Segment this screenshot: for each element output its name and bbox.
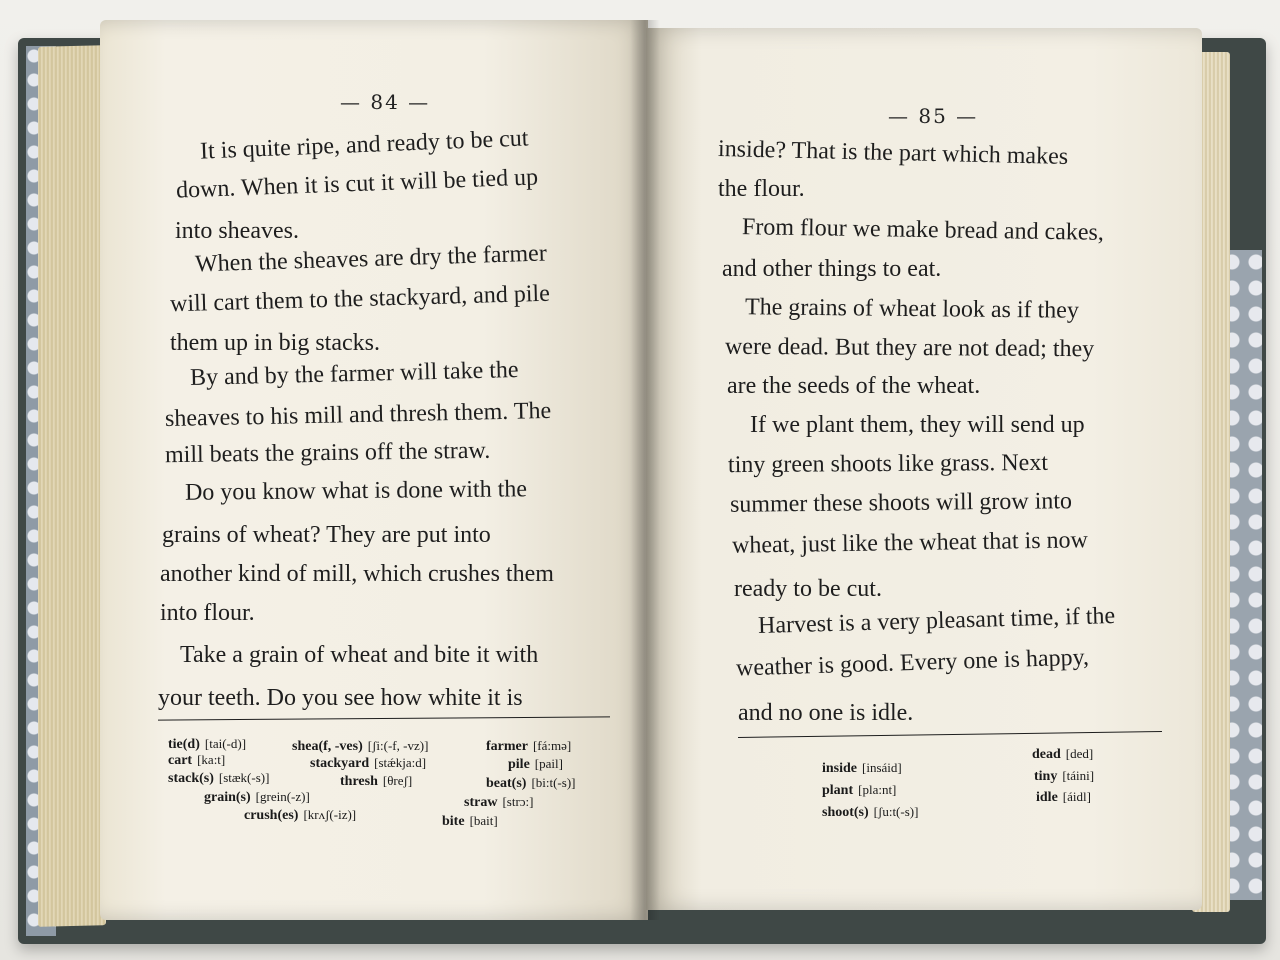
- vocab-entry: tiny [táini]: [1034, 768, 1095, 784]
- left-text-line: By and by the farmer will take the: [189, 356, 519, 392]
- left-text-line: grains of wheat? They are put into: [162, 522, 491, 548]
- right-text-line: ready to be cut.: [734, 576, 882, 602]
- right-text-line: weather is good. Every one is happy,: [735, 644, 1090, 682]
- left-text-line: another kind of mill, which crushes them: [160, 561, 554, 587]
- right-text-line: If we plant them, they will send up: [750, 412, 1085, 438]
- vocab-entry: bite [bait]: [442, 813, 498, 829]
- left-text-line: sheaves to his mill and thresh them. The: [164, 397, 552, 433]
- vocab-entry: straw [strɔ:]: [464, 794, 534, 810]
- left-text-line: It is quite ripe, and ready to be cut: [199, 125, 529, 165]
- vocab-entry: dead [ded]: [1032, 746, 1094, 762]
- vocab-entry: stackyard [stǽkja:d]: [310, 755, 427, 771]
- left-text-line: will cart them to the stackyard, and pile: [169, 280, 551, 318]
- left-text-line: When the sheaves are dry the farmer: [194, 240, 548, 278]
- vocab-entry: farmer [fá:mə]: [486, 738, 572, 754]
- vocab-entry: plant [pla:nt]: [822, 782, 897, 798]
- right-text-line: tiny green shoots like grass. Next: [727, 449, 1049, 479]
- left-text-line: mill beats the grains off the straw.: [164, 437, 491, 469]
- left-page-edges: [38, 45, 106, 927]
- left-text-line: into sheaves.: [175, 218, 299, 244]
- right-text-line: Harvest is a very pleasant time, if the: [757, 603, 1116, 639]
- vocab-entry: thresh [θreʃ]: [340, 773, 413, 789]
- vocab-entry: inside [insáid]: [822, 760, 902, 776]
- left-text-line: your teeth. Do you see how white it is: [158, 685, 523, 711]
- book-gutter: [630, 20, 660, 920]
- vocab-entry: idle [áidl]: [1036, 789, 1091, 805]
- vocab-entry: pile [pail]: [508, 756, 563, 772]
- right-text-line: and other things to eat.: [722, 256, 942, 282]
- right-text-line: are the seeds of the wheat.: [727, 373, 981, 399]
- left-text-line: them up in big stacks.: [170, 330, 380, 356]
- vocab-entry: stack(s) [stæk(-s)]: [168, 770, 270, 786]
- right-text-line: and no one is idle.: [738, 700, 914, 726]
- vocab-entry: grain(s) [grein(-z)]: [204, 789, 310, 805]
- right-text-line: The grains of wheat look as if they: [744, 294, 1080, 324]
- left-text-line: into flour.: [160, 600, 255, 626]
- vocab-entry: shea(f, -ves) [ʃi:(-f, -vz)]: [292, 738, 429, 754]
- left-text-line: Take a grain of wheat and bite it with: [180, 642, 539, 668]
- vocab-entry: shoot(s) [ʃu:t(-s)]: [822, 804, 919, 820]
- right-text-line: were dead. But they are not dead; they: [724, 333, 1095, 363]
- right-text-line: summer these shoots will grow into: [729, 488, 1073, 518]
- right-text-line: wheat, just like the wheat that is now: [731, 527, 1089, 559]
- vocab-entry: tie(d) [tai(-d)]: [168, 736, 247, 752]
- vocab-entry: cart [ka:t]: [168, 752, 226, 768]
- right-text-line: the flour.: [718, 176, 805, 202]
- vocab-entry: beat(s) [bi:t(-s)]: [486, 775, 576, 791]
- vocab-entry: crush(es) [krʌʃ(-iz)]: [244, 807, 357, 823]
- left-text-line: down. When it is cut it will be tied up: [175, 164, 539, 204]
- right-text-line: From flour we make bread and cakes,: [741, 214, 1105, 246]
- right-page-number: — 85 —: [888, 104, 979, 128]
- right-text-line: inside? That is the part which makes: [717, 136, 1069, 170]
- left-text-line: Do you know what is done with the: [184, 476, 528, 506]
- left-page-number: — 84 —: [340, 90, 431, 114]
